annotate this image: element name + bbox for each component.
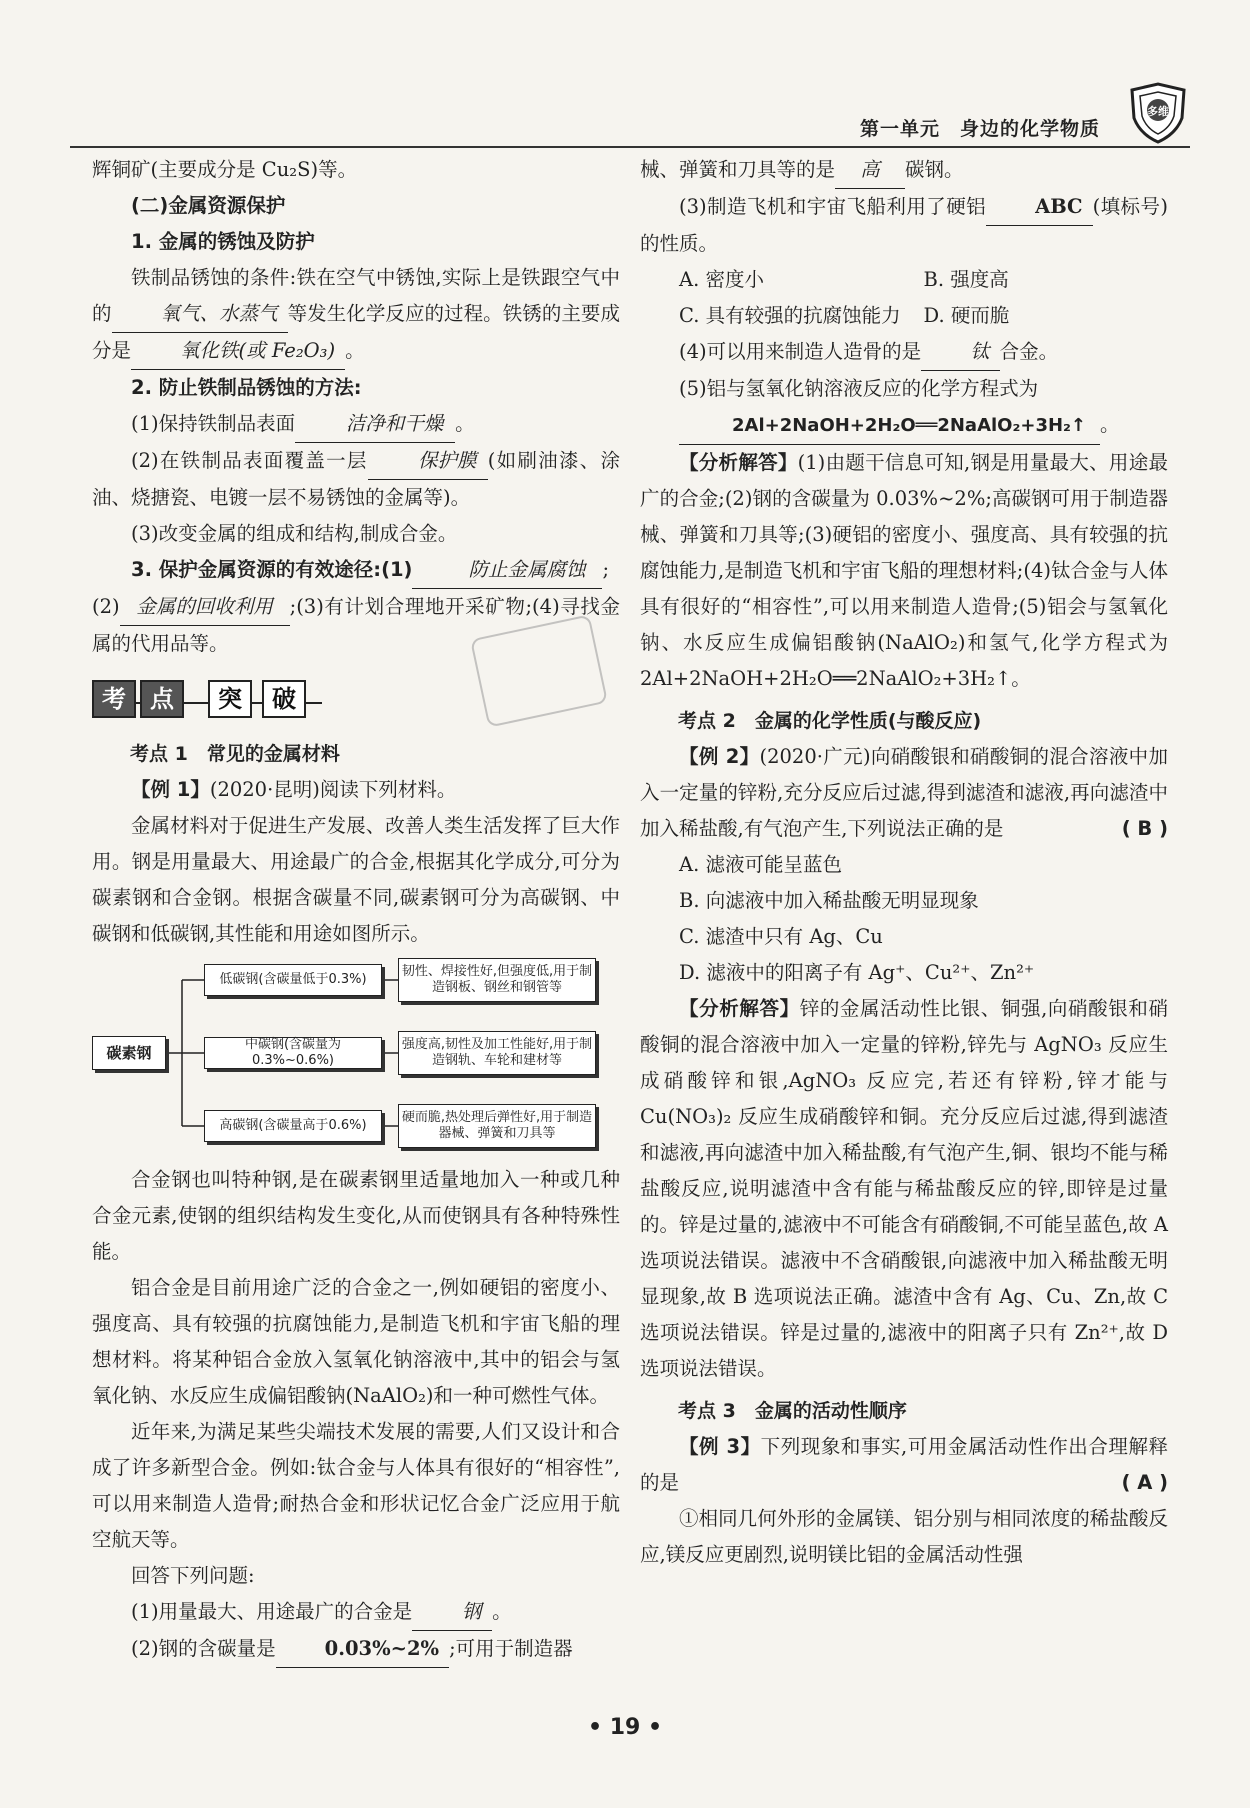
option-a: A. 滤液可能呈蓝色 (679, 853, 842, 876)
header-title: 第一单元 身边的化学物质 (859, 118, 1100, 140)
option-b: B. 强度高 (923, 268, 1009, 291)
paragraph: 近年来,为满足某些尖端技术发展的需要,人们又设计和合成了许多新型合金。例如:钛合金与人体具有很好的“相容性”,可以用来制造人造骨;耐热合金和形状记忆合金广泛应用于航空航天等。 (92, 1420, 620, 1551)
answer-choice: ( B ) (1121, 817, 1168, 840)
subheading: 1. 金属的锈蚀及防护 (131, 230, 315, 253)
right-column (640, 152, 1168, 1573)
paragraph: 辉铜矿(主要成分是 Cu₂S)等。 (92, 158, 358, 181)
option-c: C. 具有较强的抗腐蚀能力 (679, 304, 901, 327)
answer-blank: 氧化铁(或 Fe₂O₃) (131, 333, 345, 370)
diagram-mid-use: 强度高,韧性及加工性能好,用于制造钢轨、车轮和建材等 (398, 1031, 596, 1075)
statement: ①相同几何外形的金属镁、铝分别与相同浓度的稀盐酸反应,镁反应更剧烈,说明镁比铝的金属活动性强 (640, 1507, 1168, 1566)
paragraph: 3. 保护金属资源的有效途径:(1) 防止金属腐蚀 ; (92, 552, 620, 589)
options-row (640, 262, 1168, 298)
analysis: 【分析解答】锌的金属活动性比银、铜强,向硝酸银和硝酸铜的混合溶液中加入一定量的锌粉,锌先与 AgNO₃ 反应生成硝酸锌和银,AgNO₃ 反应完,若还有锌粉,锌才能与 Cu(NO₃)₂ 反应生成硝酸锌和铜。充分反应后过滤,得到滤渣和滤液,再向滤渣中加入稀盐酸,有气泡产生,铜、银均不能与稀盐酸反应,说明滤渣中含有能与稀盐酸反应的锌,即锌是过量的。锌是过量的,滤液中不可能含有硝酸铜,不可能呈蓝色,故 A 选项说法错误。滤液中不含硝酸银,向滤液中加入稀盐酸无明显现象,故 B 选项说法正确。滤渣中含有 Ag、Cu、Zn,故 C 选项说法错误。锌是过量的,滤液中的阳离子只有 Zn²⁺,故 D 选项说法错误。 (640, 997, 1168, 1380)
equation-answer: 2Al+2NaOH+2H₂O══2NaAlO₂+3H₂↑ (679, 408, 1100, 445)
analysis: 【分析解答】(1)由题干信息可知,钢是用量最大、用途最广的合金;(2)钢的含碳量为 0.03%~2%;高碳钢可用于制造器械、弹簧和刀具等;(3)硬铝的密度小、强度高、具有较强的抗腐蚀能力,是制造飞机和宇宙飞船的理想材料;(4)钛合金与人体具有很好的“相容性”,可以用来制造人造骨;(5)铝会与氢氧化钠、水反应生成偏铝酸钠(NaAlO₂)和氢气,化学方程式为 2Al+2NaOH+2H₂O══2NaAlO₂+3H₂↑。 (640, 451, 1168, 690)
topic-heading: 考点 3 金属的活动性顺序 (678, 1400, 907, 1422)
topic-heading: 考点 2 金属的化学性质(与酸反应) (678, 710, 982, 732)
option-d: D. 滤液中的阳离子有 Ag⁺、Cu²⁺、Zn²⁺ (679, 961, 1035, 984)
question: (5)铝与氢氧化钠溶液反应的化学方程式为 (679, 377, 1039, 400)
answer-blank: 洁净和干燥 (295, 406, 455, 443)
answer-blank: 高 (835, 152, 905, 189)
answer-blank: 防止金属腐蚀 (412, 552, 602, 589)
question: (2)钢的含碳量是 0.03%~2% ;可用于制造器 (92, 1631, 620, 1668)
diagram-low-use: 韧性、焊接性好,但强度低,用于制造钢板、钢丝和钢管等 (398, 958, 596, 1002)
topic-heading: 考点 1 常见的金属材料 (130, 743, 340, 765)
paragraph: 回答下列问题: (131, 1564, 255, 1587)
paragraph: 合金钢也叫特种钢,是在碳素钢里适量地加入一种或几种合金元素,使钢的组织结构发生变化,从而使钢具有各种特殊性能。 (92, 1168, 620, 1263)
option-d: D. 硬而脆 (923, 304, 1010, 327)
diagram-mid-carbon: 中碳钢(含碳量为0.3%~0.6%) (204, 1037, 382, 1069)
answer-blank: 钢 (412, 1594, 492, 1631)
example-intro: 【例 1】(2020·昆明)阅读下列材料。 (131, 778, 457, 801)
shield-logo-icon (1126, 80, 1190, 144)
banner-char: 突 (208, 680, 252, 718)
answer-choice: ( A ) (1121, 1471, 1168, 1494)
paragraph: (2) 金属的回收利用 ;(3)有计划合理地开采矿物;(4)寻找金属的代用品等。 (92, 589, 620, 662)
paragraph: 铝合金是目前用途广泛的合金之一,例如硬铝的密度小、强度高、具有较强的抗腐蚀能力,是制造飞机和宇宙飞船的理想材料。将某种铝合金放入氢氧化钠溶液中,其中的铝会与氢氧化钠、水反应生成偏铝酸钠(NaAlO₂)和一种可燃性气体。 (92, 1276, 620, 1407)
page-header (70, 100, 1190, 148)
answer-blank: 氧气、水蒸气 (112, 296, 288, 333)
banner-char: 考 (92, 680, 136, 718)
paragraph: 铁制品锈蚀的条件:铁在空气中锈蚀,实际上是铁跟空气中的 氧气、水蒸气 等发生化学反应的过程。铁锈的主要成分是 氧化铁(或 Fe₂O₃) 。 (92, 260, 620, 370)
option-b: B. 向滤液中加入稀盐酸无明显现象 (679, 889, 979, 912)
carbon-steel-diagram (92, 958, 620, 1148)
answer-blank: ABC (986, 189, 1093, 226)
section-heading: (二)金属资源保护 (131, 194, 286, 217)
diagram-low-carbon: 低碳钢(含碳量低于0.3%) (204, 964, 382, 996)
answer-blank: 金属的回收利用 (120, 589, 290, 626)
banner-char: 点 (140, 680, 184, 718)
paragraph: (3)改变金属的组成和结构,制成合金。 (131, 522, 458, 545)
answer-blank: 钛 (921, 334, 1000, 371)
example: 【例 2】(2020·广元)向硝酸银和硝酸铜的混合溶液中加入一定量的锌粉,充分反应后过滤,得到滤渣和滤液,再向滤渣中加入稀盐酸,有气泡产生,下列说法正确的是 ( B ) (640, 739, 1168, 847)
options-row (640, 298, 1168, 334)
example: 【例 3】下列现象和事实,可用金属活动性作出合理解释的是 ( A ) (640, 1429, 1168, 1501)
option-a: A. 密度小 (679, 268, 764, 291)
equation-line: 2Al+2NaOH+2H₂O══2NaAlO₂+3H₂↑ 。 (640, 407, 1168, 445)
paragraph: (1)保持铁制品表面 洁净和干燥 。 (92, 406, 620, 443)
answer-blank: 0.03%~2% (276, 1631, 449, 1668)
question: (3)制造飞机和宇宙飞船利用了硬铝 ABC (填标号)的性质。 (640, 189, 1168, 262)
diagram-high-carbon: 高碳钢(含碳量高于0.6%) (204, 1110, 382, 1142)
banner-char: 破 (262, 680, 306, 718)
option-c: C. 滤渣中只有 Ag、Cu (679, 925, 883, 948)
answer-blank: 保护膜 (368, 443, 488, 480)
question: (4)可以用来制造人造骨的是 钛 合金。 (640, 334, 1168, 371)
logo-text: 多维 (1147, 105, 1169, 118)
subheading: 2. 防止铁制品锈蚀的方法: (131, 376, 362, 399)
left-column (92, 152, 620, 1668)
diagram-high-use: 硬而脆,热处理后弹性好,用于制造器械、弹簧和刀具等 (398, 1104, 596, 1148)
question: (1)用量最大、用途最广的合金是 钢 。 (92, 1594, 620, 1631)
page-number: • 19 • (587, 1715, 663, 1740)
paragraph: 金属材料对于促进生产发展、改善人类生活发挥了巨大作用。钢是用量最大、用途最广的合金,根据其化学成分,可分为碳素钢和合金钢。根据含碳量不同,碳素钢可分为高碳钢、中碳钢和低碳钢,其性能和用途如图所示。 (92, 814, 620, 945)
paragraph: (2)在铁制品表面覆盖一层 保护膜 (如刷油漆、涂油、烧搪瓷、电镀一层不易锈蚀的金属等)。 (92, 443, 620, 516)
paragraph: 械、弹簧和刀具等的是 高 碳钢。 (640, 152, 1168, 189)
diagram-root: 碳素钢 (92, 1036, 166, 1070)
